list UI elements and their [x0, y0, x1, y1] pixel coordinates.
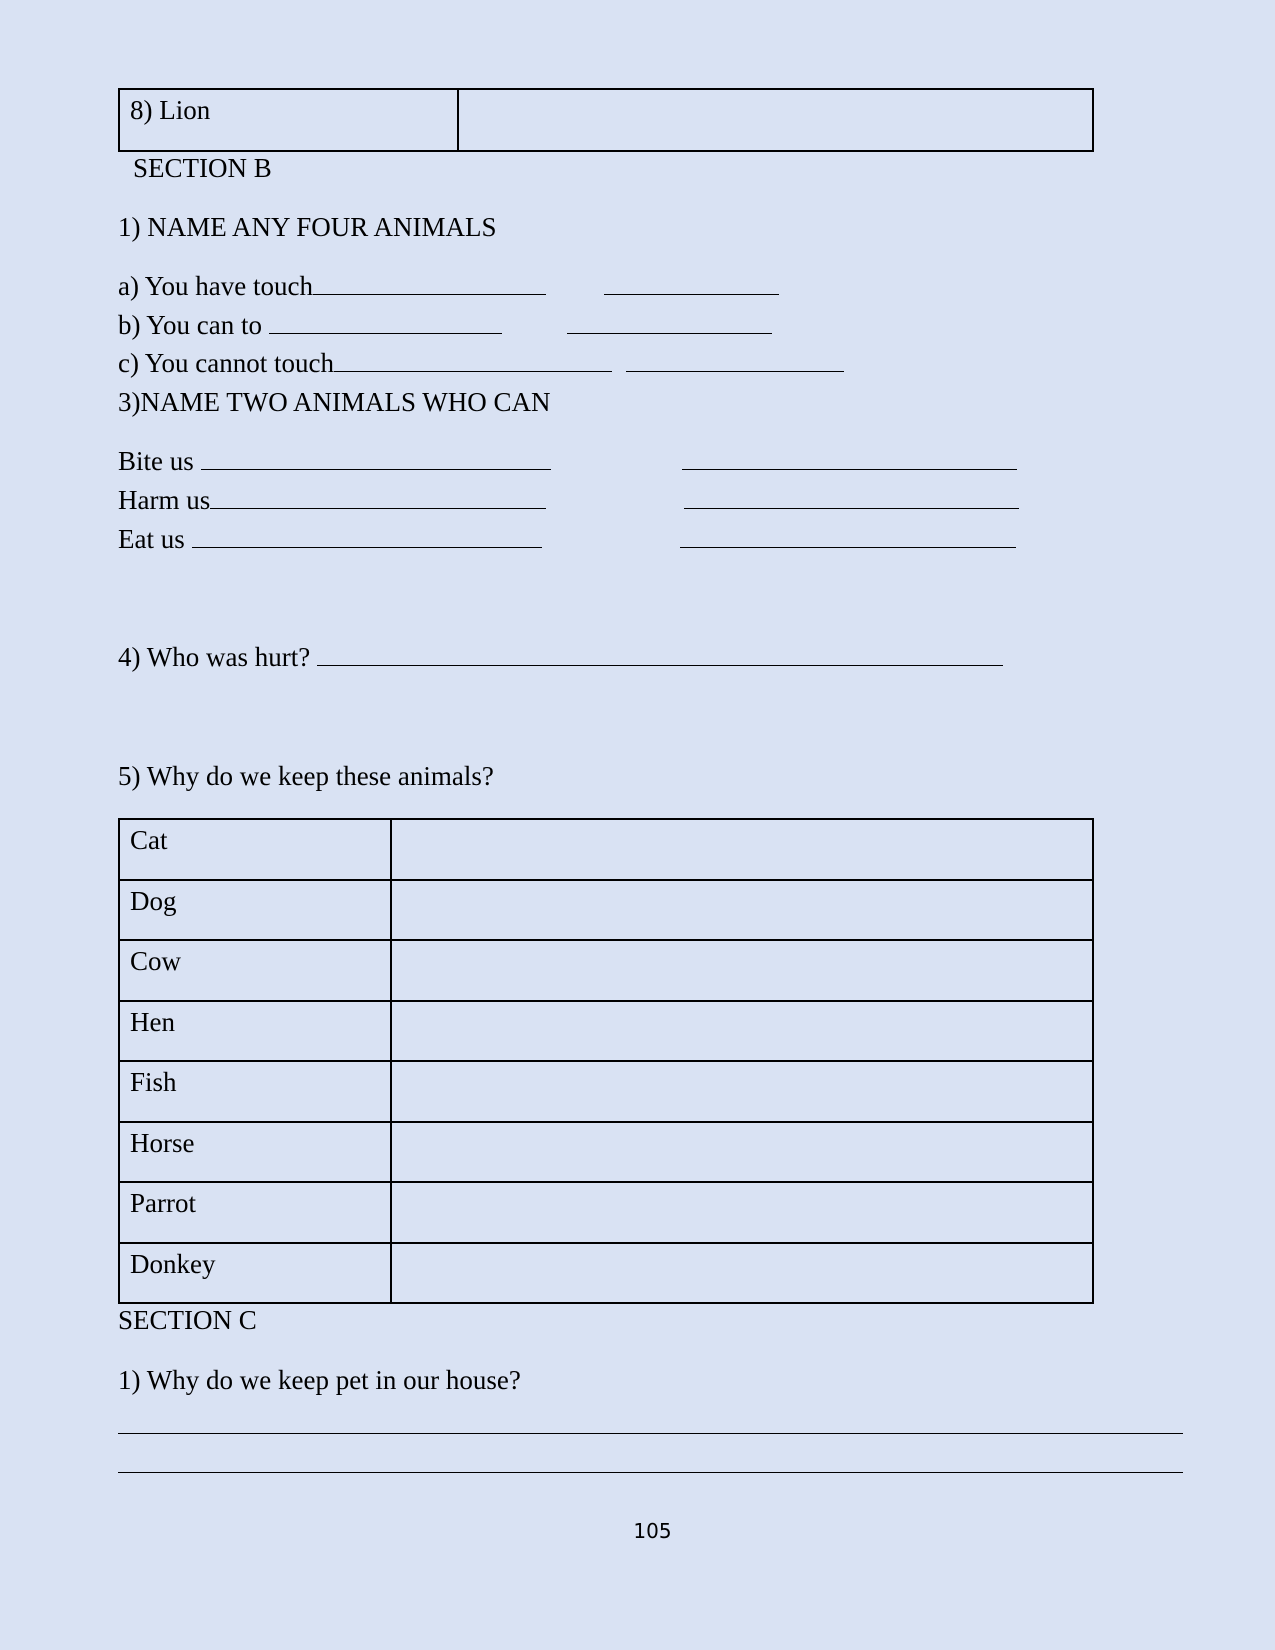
q1-title: 1) NAME ANY FOUR ANIMALS [118, 212, 497, 242]
q3-item-bite [118, 445, 1017, 477]
answer-cell[interactable] [391, 819, 1093, 880]
table-row [119, 1122, 1093, 1183]
q1-item-b-label: b) You can to [118, 310, 263, 340]
animal-cell: Fish [119, 1061, 391, 1122]
q3-item-harm-label: Harm us [118, 485, 211, 515]
animal-cell: Hen [119, 1001, 391, 1062]
answer-blank[interactable] [334, 347, 612, 372]
q3-item-eat [118, 523, 1016, 555]
table-row [119, 1243, 1093, 1304]
answer-line[interactable] [118, 1472, 1183, 1473]
q5-title: 5) Why do we keep these animals? [118, 761, 494, 791]
answer-blank[interactable] [269, 309, 502, 334]
answer-cell[interactable] [391, 1182, 1093, 1243]
animal-cell: Cat [119, 819, 391, 880]
section-c-heading: SECTION C [118, 1305, 257, 1335]
answer-blank[interactable] [684, 484, 1019, 509]
table-row [119, 1001, 1093, 1062]
answer-blank[interactable] [682, 445, 1017, 470]
answer-blank[interactable] [680, 523, 1016, 548]
q1-item-a-label: a) You have touch [118, 271, 313, 301]
section-c-q1: 1) Why do we keep pet in our house? [118, 1365, 521, 1395]
q1-item-c [118, 347, 844, 379]
table-row [119, 940, 1093, 1001]
animal-cell: Cow [119, 940, 391, 1001]
answer-cell[interactable] [391, 1122, 1093, 1183]
answer-line[interactable] [118, 1433, 1183, 1434]
answer-cell[interactable] [391, 1243, 1093, 1304]
answer-blank[interactable] [567, 309, 772, 334]
table-row [119, 819, 1093, 880]
q1-item-b [118, 309, 772, 341]
animals-table [118, 818, 1094, 1304]
q4 [118, 641, 1003, 673]
answer-blank[interactable] [317, 641, 1003, 666]
q3-title: 3)NAME TWO ANIMALS WHO CAN [118, 387, 551, 417]
q4-label: 4) Who was hurt? [118, 642, 311, 672]
answer-blank[interactable] [210, 484, 546, 509]
answer-blank[interactable] [192, 523, 542, 548]
animal-cell: Dog [119, 880, 391, 941]
table-row [119, 1182, 1093, 1243]
table-row [119, 880, 1093, 941]
answer-cell[interactable] [391, 1001, 1093, 1062]
animal-cell: Donkey [119, 1243, 391, 1304]
section-b-heading: SECTION B [133, 153, 272, 183]
answer-cell[interactable] [391, 880, 1093, 941]
q3-item-harm [118, 484, 1019, 516]
answer-cell[interactable] [458, 89, 1093, 151]
answer-cell[interactable] [391, 1061, 1093, 1122]
answer-blank[interactable] [313, 270, 546, 295]
animal-cell: Horse [119, 1122, 391, 1183]
lion-table [118, 88, 1094, 152]
page-number: 105 [633, 1519, 672, 1543]
answer-blank[interactable] [626, 347, 844, 372]
animal-cell: Parrot [119, 1182, 391, 1243]
answer-blank[interactable] [201, 445, 551, 470]
q3-item-bite-label: Bite us [118, 446, 194, 476]
q3-item-eat-label: Eat us [118, 524, 185, 554]
table-row [119, 89, 1093, 151]
table-row [119, 1061, 1093, 1122]
q1-item-c-label: c) You cannot touch [118, 348, 334, 378]
answer-blank[interactable] [604, 270, 779, 295]
animal-cell: 8) Lion [119, 89, 458, 151]
q1-item-a [118, 270, 779, 302]
answer-cell[interactable] [391, 940, 1093, 1001]
